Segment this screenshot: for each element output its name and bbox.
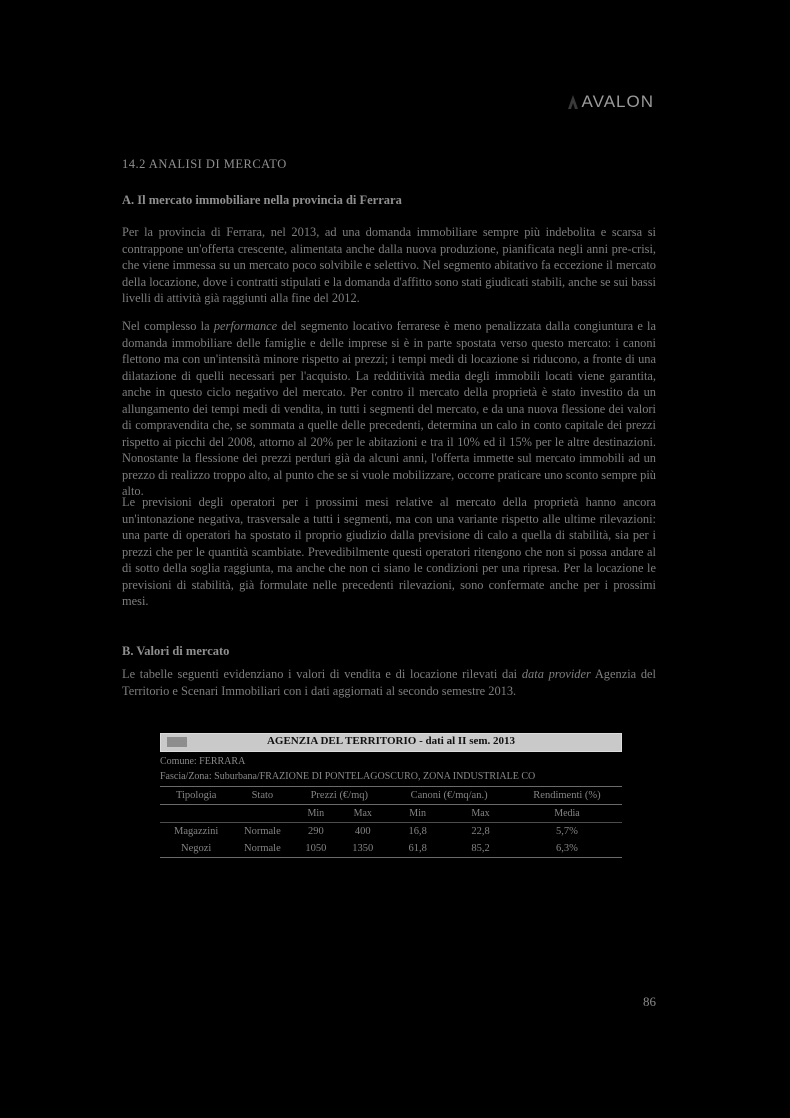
- market-values-table: [160, 733, 622, 858]
- subheader-prezzi-max: Max: [339, 805, 386, 823]
- cell-canone-min: 61,8: [386, 840, 449, 858]
- cell-prezzo-max: 1350: [339, 840, 386, 858]
- logo-mark-icon: [568, 95, 578, 109]
- company-logo: [568, 92, 654, 112]
- part-b-paragraph-1: [122, 666, 656, 699]
- table-subheader-row: [160, 805, 622, 823]
- header-tipologia: Tipologia: [160, 787, 232, 805]
- part-a-paragraph-2-end: del segmento locativo ferrarese è meno penalizzata dalla congiuntura e la domanda immobiliare delle famiglie e delle imprese si è in parte spostata verso questo mercato: i canoni flettono ma con un'intensità minore rispetto ai prezzi; i tempi medi di locazione si riducono, a fronte di una dilatazione di quelli necessari per l'acquisto. La redditività media degli immobili locati viene garantita, anche in questo ciclo negativo del mercato. Per contro il mercato della proprietà è stato investito da un allungamento dei tempi medi di vendita, in tutti i segmenti del mercato, e da una nuova flessione dei valori di compravendita che, se sommata a quelle delle precedenti, determina un calo in conto capitale dei prezzi rispetto ai picchi del 2008, attorno al 20% per le abitazioni e tra il 10% ed il 15% per le altre destinazioni. Nonostante la flessione dei prezzi perduri già da alcuni anni, l'offerta immette sul mercato immobili ad un prezzo di realizzo troppo alto, al punto che se si vuole mobilizzare, occorre praticare uno sconto sempre più alto.: [122, 319, 657, 498]
- header-prezzi: Prezzi (€/mq): [292, 787, 386, 805]
- cell-prezzo-min: 290: [307, 826, 324, 837]
- subheader-canoni-min: Min: [386, 805, 449, 823]
- subheader-canoni-max: Max: [449, 805, 512, 823]
- part-a-paragraph-2-emphasis: performance: [213, 319, 278, 333]
- values-table: [160, 786, 622, 858]
- header-stato: Stato: [232, 787, 292, 805]
- cell-rendimento: 6,3%: [512, 840, 622, 858]
- section-title: 14.2 ANALISI DI MERCATO: [122, 157, 287, 171]
- table-row: [160, 840, 622, 858]
- table-title: AGENZIA DEL TERRITORIO - dati al II sem. 2013: [266, 735, 516, 747]
- header-canoni: Canoni (€/mq/an.): [386, 787, 512, 805]
- cell-canone-min: 16,8: [408, 826, 427, 837]
- table-row: [160, 823, 622, 841]
- part-b-paragraph-1-emphasis: data provider: [521, 667, 591, 681]
- subheader-prezzi-min: Min: [292, 805, 339, 823]
- subheader-media: Media: [512, 805, 622, 823]
- part-a-paragraph-3: Le previsioni degli operatori per i prossimi mesi relative al mercato della proprietà hanno ancora un'intonazione negativa, trasversale a tutti i segmenti, ma con una variante rispetto alle ultime rilevazioni: una parte di operatori ha spostato il proprio giudizio dalla previsione di calo a quella di stabilità, sia per i prezzi che per le quantità scambiate. Prevedibilmente questi operatori ritengono che non si possa andare al di sotto della soglia raggiunta, ma anche che non ci siano le condizioni per una ripresa. Per la locazione le previsioni di stabilità, già formulate nelle precedenti rilevazioni, sono confermate anche per i prossimi mesi.: [122, 495, 656, 608]
- subheader-empty: [160, 805, 232, 823]
- cell-canone-max: 22,8: [471, 826, 490, 837]
- cell-tipologia: Magazzini: [174, 826, 219, 837]
- part-b-paragraph-1-end: Agenzia del Territorio e Scenari Immobiliari con i dati aggiornati al secondo semestre 2013.: [122, 667, 656, 698]
- table-zona: Fascia/Zona: Suburbana/FRAZIONE DI PONTELAGOSCURO, ZONA INDUSTRIALE CO: [160, 771, 536, 782]
- header-rendimenti: Rendimenti (%): [512, 787, 622, 805]
- table-title-bar: [160, 733, 622, 752]
- logo-text: AVALON: [581, 92, 654, 111]
- subheader-empty: [232, 805, 292, 823]
- part-a-paragraph-1: Per la provincia di Ferrara, nel 2013, ad una domanda immobiliare sempre più indebolita e scarsa si contrappone un'offerta crescente, alimentata anche dalla nuova produzione, pianificata negli anni pre-crisi, che viene immessa su un mercato poco solvibile e selettivo. Nel segmento abitativo fa eccezione il mercato della locazione, dove i contratti stipulati e la domanda d'affitto sono stati giudicati stabili, anche se sui bassi livelli di attività già raggiunti alla fine del 2012.: [122, 225, 656, 305]
- cell-tipologia: Negozi: [160, 840, 232, 858]
- table-header-row: [160, 787, 622, 805]
- cell-canone-max: 85,2: [449, 840, 512, 858]
- part-b-paragraph-1-start: Le tabelle seguenti evidenziano i valori di vendita e di locazione rilevati dai: [122, 667, 522, 681]
- cell-prezzo-max: 400: [354, 826, 371, 837]
- part-b-heading: B. Valori di mercato: [122, 644, 230, 658]
- cell-stato: Normale: [244, 826, 281, 837]
- cell-prezzo-min: 1050: [292, 840, 339, 858]
- page-number: 86: [643, 994, 656, 1009]
- cell-stato: Normale: [232, 840, 292, 858]
- part-a-heading: A. Il mercato immobiliare nella provincia di Ferrara: [122, 193, 402, 207]
- table-comune: Comune: FERRARA: [160, 756, 246, 767]
- cell-rendimento: 5,7%: [556, 826, 578, 837]
- part-a-paragraph-2: [122, 318, 656, 500]
- part-a-paragraph-2-start: Nel complesso la: [122, 319, 214, 333]
